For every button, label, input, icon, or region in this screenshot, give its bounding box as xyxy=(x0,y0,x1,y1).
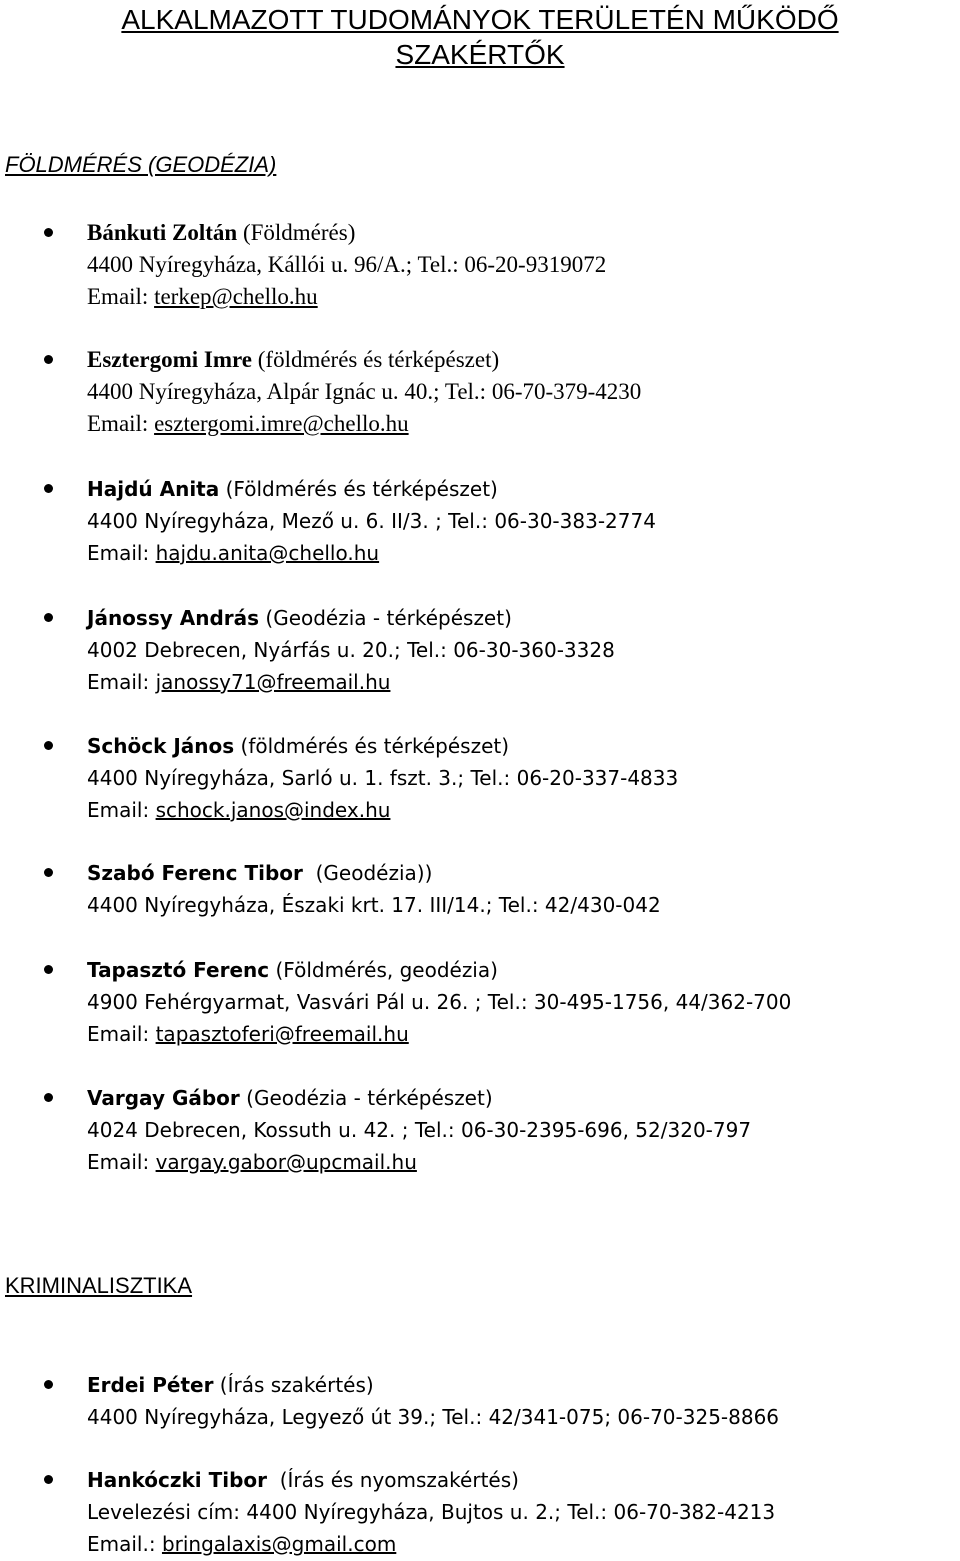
expert-heading xyxy=(87,1464,519,1496)
bullet-icon xyxy=(44,1475,53,1484)
email-label: Email: xyxy=(87,798,150,822)
section-heading-geodesy: FÖLDMÉRÉS (GEODÉZIA) xyxy=(5,152,277,177)
email-label: Email: xyxy=(87,1022,150,1046)
expert-email-line xyxy=(87,666,390,698)
expert-field: (Írás és nyomszakértés) xyxy=(279,1468,519,1492)
expert-email-line xyxy=(87,794,390,826)
expert-heading xyxy=(87,730,509,762)
expert-name: Erdei Péter xyxy=(87,1373,214,1397)
expert-email-line xyxy=(87,537,379,569)
expert-name: Bánkuti Zoltán xyxy=(87,220,238,245)
expert-field: (Geodézia - térképészet) xyxy=(246,1086,493,1110)
bullet-icon xyxy=(44,484,53,493)
email-link[interactable]: hajdu.anita@chello.hu xyxy=(155,541,380,565)
expert-field: (Földmérés és térképészet) xyxy=(225,477,498,501)
expert-name: Hajdú Anita xyxy=(87,477,220,501)
expert-heading xyxy=(87,602,512,634)
expert-field: (Földmérés) xyxy=(242,220,356,245)
expert-email-line xyxy=(87,1018,409,1050)
email-link[interactable]: terkep@chello.hu xyxy=(154,284,318,309)
expert-name: Tapasztó Ferenc xyxy=(87,958,270,982)
expert-address: 4400 Nyíregyháza, Sarló u. 1. fszt. 3.; Tel.: 06-20-337-4833 xyxy=(87,766,679,790)
expert-address: 4002 Debrecen, Nyárfás u. 20.; Tel.: 06-30-360-3328 xyxy=(87,638,615,662)
bullet-icon xyxy=(44,1380,53,1389)
expert-name: Jánossy András xyxy=(87,606,260,630)
email-label: Email: xyxy=(87,1150,150,1174)
expert-heading xyxy=(87,1082,493,1114)
expert-address: 4024 Debrecen, Kossuth u. 42. ; Tel.: 06-30-2395-696, 52/320-797 xyxy=(87,1118,752,1142)
expert-address: 4400 Nyíregyháza, Mező u. 6. II/3. ; Tel.: 06-30-383-2774 xyxy=(87,509,656,533)
email-link[interactable]: esztergomi.imre@chello.hu xyxy=(154,411,409,436)
section-heading-criminalistics: KRIMINALISZTIKA xyxy=(5,1273,193,1298)
email-label: Email: xyxy=(87,670,150,694)
expert-address: 4900 Fehérgyarmat, Vasvári Pál u. 26. ; Tel.: 30-495-1756, 44/362-700 xyxy=(87,990,792,1014)
email-link[interactable]: schock.janos@index.hu xyxy=(155,798,391,822)
expert-heading xyxy=(87,1369,374,1401)
expert-heading xyxy=(87,857,432,889)
bullet-icon xyxy=(44,965,53,974)
expert-name: Hankóczki Tibor xyxy=(87,1468,268,1492)
bullet-icon xyxy=(44,1093,53,1102)
email-label: Email.: xyxy=(87,1532,156,1556)
bullet-icon xyxy=(44,355,53,364)
expert-field: (Geodézia)) xyxy=(315,861,433,885)
expert-address: 4400 Nyíregyháza, Alpár Ignác u. 40.; Tel.: 06-70-379-4230 xyxy=(87,379,642,404)
expert-name: Esztergomi Imre xyxy=(87,347,252,372)
expert-field: (földmérés és térképészet) xyxy=(240,734,510,758)
expert-heading xyxy=(87,954,498,986)
expert-name: Schöck János xyxy=(87,734,235,758)
document-title-line-1: ALKALMAZOTT TUDOMÁNYOK TERÜLETÉN MŰKÖDŐ xyxy=(121,4,839,35)
expert-email-line xyxy=(87,1146,417,1178)
email-link[interactable]: janossy71@freemail.hu xyxy=(155,670,391,694)
expert-email-line xyxy=(87,1528,396,1560)
expert-field: (Földmérés, geodézia) xyxy=(275,958,498,982)
expert-field: (Írás szakértés) xyxy=(219,1373,374,1397)
expert-address: 4400 Nyíregyháza, Északi krt. 17. III/14.; Tel.: 42/430-042 xyxy=(87,893,661,917)
email-label: Email: xyxy=(87,284,149,309)
document-title-line-2: SZAKÉRTŐK xyxy=(395,39,565,70)
email-label: Email: xyxy=(87,411,149,436)
expert-heading xyxy=(87,217,355,249)
expert-heading xyxy=(87,344,499,376)
email-label: Email: xyxy=(87,541,150,565)
bullet-icon xyxy=(44,228,53,237)
document-title xyxy=(0,2,960,72)
expert-field: (földmérés és térképészet) xyxy=(257,347,500,372)
expert-field: (Geodézia - térképészet) xyxy=(265,606,512,630)
expert-address: 4400 Nyíregyháza, Kállói u. 96/A.; Tel.: 06-20-9319072 xyxy=(87,252,607,277)
bullet-icon xyxy=(44,613,53,622)
expert-name: Szabó Ferenc Tibor xyxy=(87,861,303,885)
email-link[interactable]: vargay.gabor@upcmail.hu xyxy=(155,1150,417,1174)
bullet-icon xyxy=(44,741,53,750)
expert-heading xyxy=(87,473,498,505)
expert-email-line xyxy=(87,281,318,313)
expert-address: 4400 Nyíregyháza, Legyező út 39.; Tel.: 42/341-075; 06-70-325-8866 xyxy=(87,1405,780,1429)
expert-name: Vargay Gábor xyxy=(87,1086,240,1110)
email-link[interactable]: tapasztoferi@freemail.hu xyxy=(155,1022,409,1046)
email-link[interactable]: bringalaxis@gmail.com xyxy=(161,1532,397,1556)
expert-email-line xyxy=(87,408,409,440)
bullet-icon xyxy=(44,868,53,877)
expert-address: Levelezési cím: 4400 Nyíregyháza, Bujtos u. 2.; Tel.: 06-70-382-4213 xyxy=(87,1500,776,1524)
